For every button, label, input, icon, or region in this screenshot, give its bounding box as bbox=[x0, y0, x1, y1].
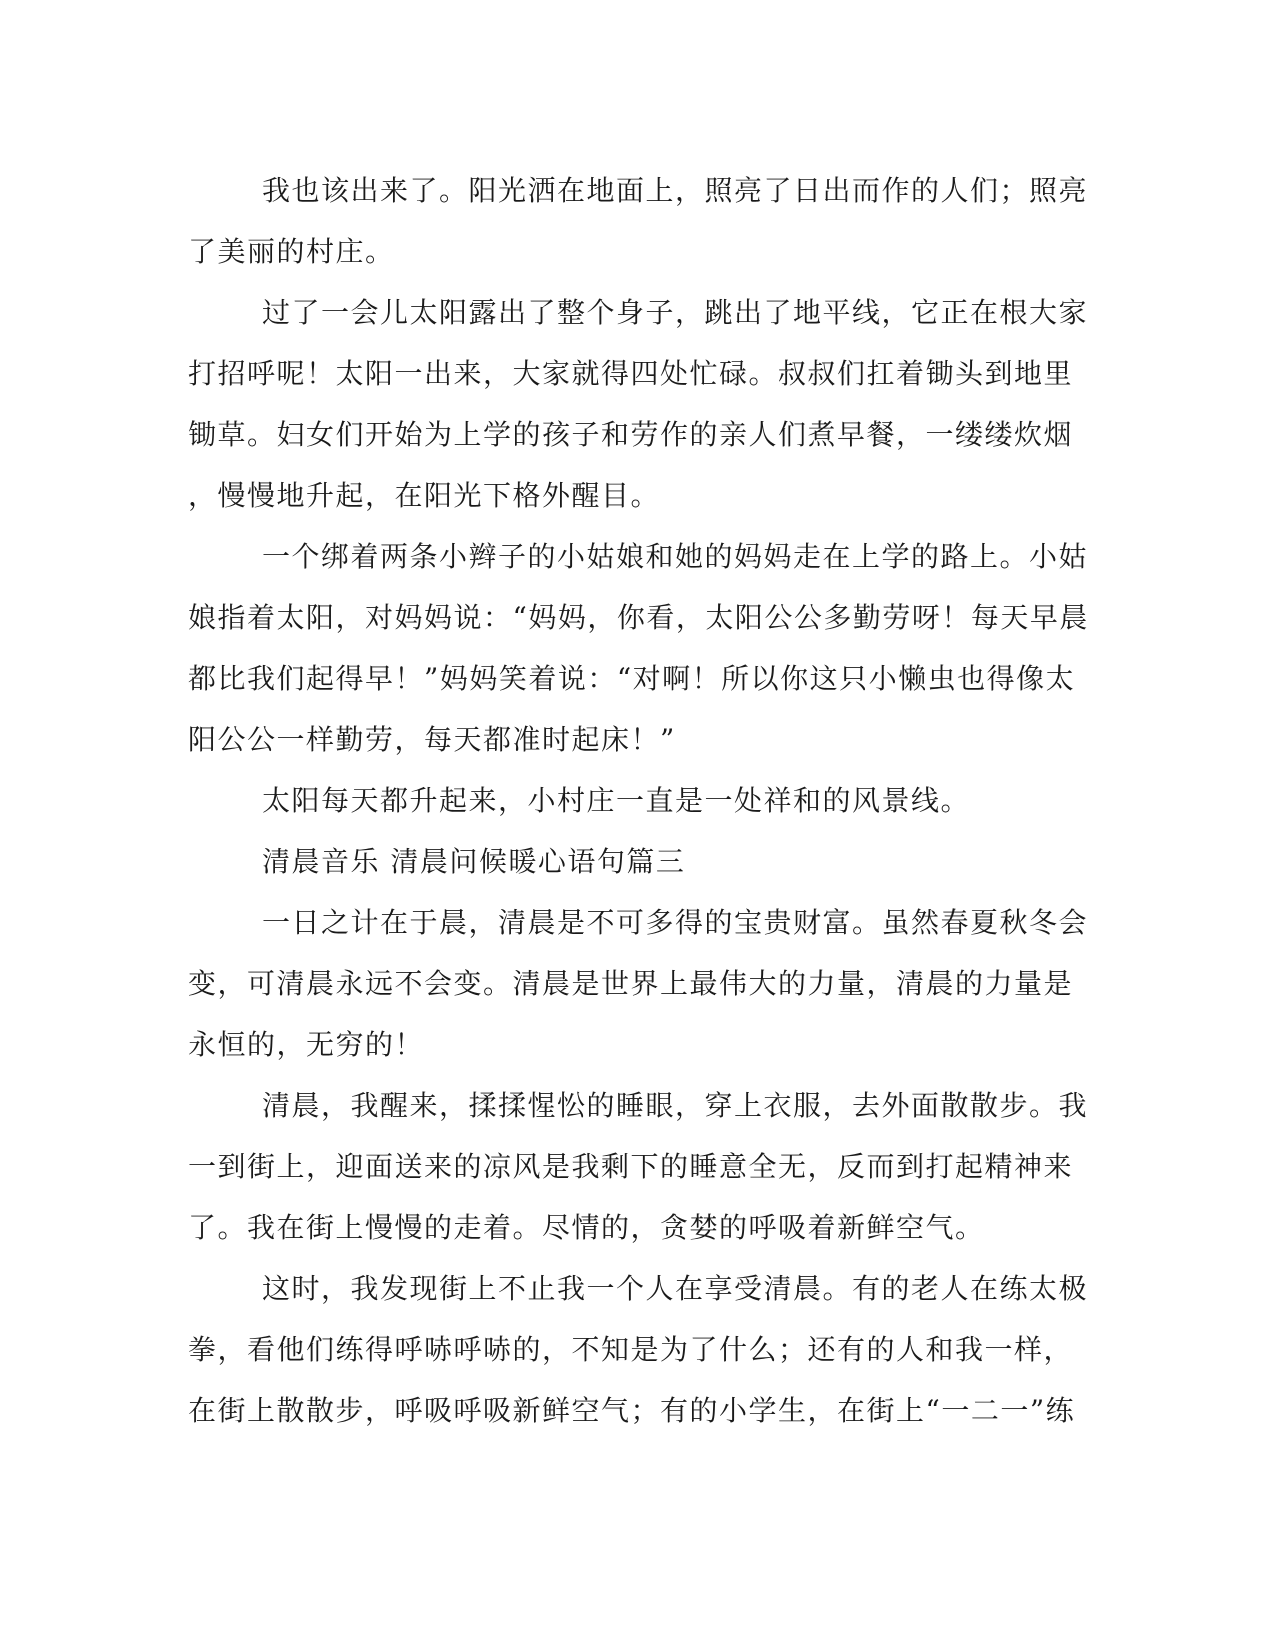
text-line: 了美丽的村庄。 bbox=[188, 235, 395, 268]
text-line: 一日之计在于晨，清晨是不可多得的宝贵财富。虽然春夏秋冬会 bbox=[262, 906, 1089, 939]
text-line: 阳公公一样勤劳，每天都准时起床！” bbox=[188, 723, 676, 756]
text-line: 在街上散散步，呼吸呼吸新鲜空气；有的小学生，在街上“一二一”练 bbox=[188, 1394, 1076, 1427]
text-line: 清晨，我醒来，揉揉惺忪的睡眼，穿上衣服，去外面散散步。我 bbox=[262, 1089, 1089, 1122]
text-line: 一到街上，迎面送来的凉风是我剩下的睡意全无，反而到打起精神来 bbox=[188, 1150, 1074, 1183]
text-line: 我也该出来了。阳光洒在地面上，照亮了日出而作的人们；照亮 bbox=[262, 174, 1089, 207]
text-line: 变，可清晨永远不会变。清晨是世界上最伟大的力量，清晨的力量是 bbox=[188, 967, 1074, 1000]
text-line: 娘指着太阳，对妈妈说：“妈妈，你看，太阳公公多勤劳呀！每天早晨 bbox=[188, 601, 1089, 634]
text-line: 太阳每天都升起来，小村庄一直是一处祥和的风景线。 bbox=[262, 784, 971, 817]
text-line: 这时，我发现街上不止我一个人在享受清晨。有的老人在练太极 bbox=[262, 1272, 1089, 1305]
text-line: ，慢慢地升起，在阳光下格外醒目。 bbox=[188, 479, 661, 512]
text-line: 拳，看他们练得呼哧呼哧的，不知是为了什么；还有的人和我一样， bbox=[188, 1333, 1074, 1366]
document-body bbox=[188, 160, 1089, 1441]
text-line: 锄草。妇女们开始为上学的孩子和劳作的亲人们煮早餐，一缕缕炊烟 bbox=[188, 418, 1074, 451]
text-line: 一个绑着两条小辫子的小姑娘和她的妈妈走在上学的路上。小姑 bbox=[262, 540, 1089, 573]
section-heading: 清晨音乐 清晨问候暖心语句篇三 bbox=[262, 845, 686, 878]
text-line: 了。我在街上慢慢的走着。尽情的，贪婪的呼吸着新鲜空气。 bbox=[188, 1211, 985, 1244]
text-line: 永恒的，无穷的！ bbox=[188, 1028, 425, 1061]
text-line: 都比我们起得早！”妈妈笑着说：“对啊！所以你这只小懒虫也得像太 bbox=[188, 662, 1076, 695]
text-line: 过了一会儿太阳露出了整个身子，跳出了地平线，它正在根大家 bbox=[262, 296, 1089, 329]
text-line: 打招呼呢！太阳一出来，大家就得四处忙碌。叔叔们扛着锄头到地里 bbox=[188, 357, 1074, 390]
